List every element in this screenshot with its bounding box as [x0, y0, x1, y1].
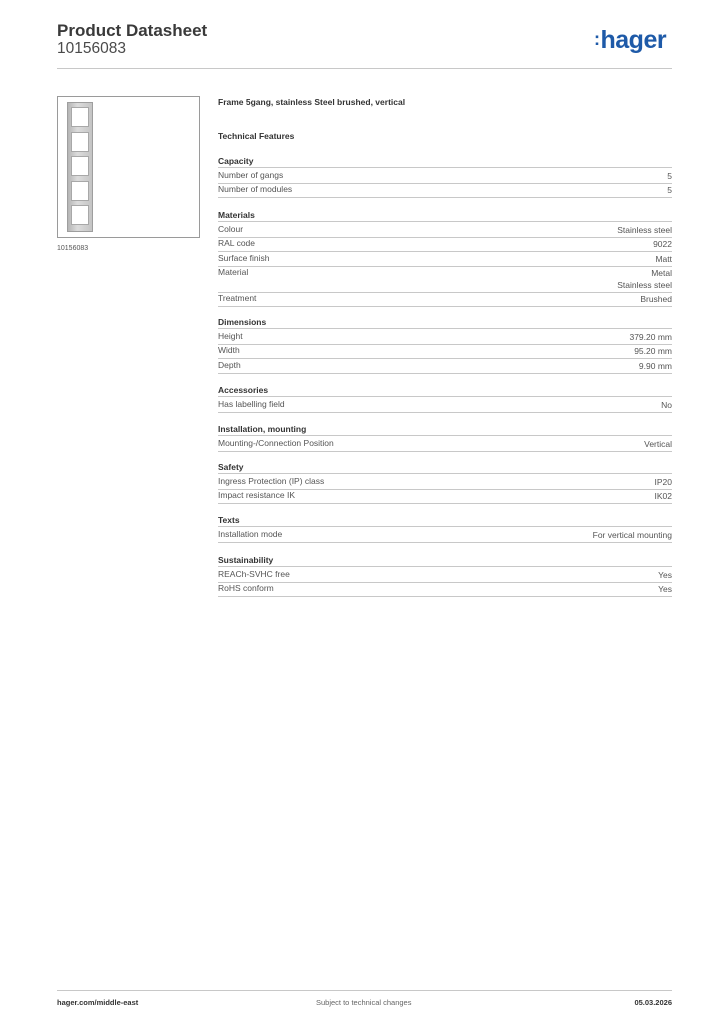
- spec-label: Mounting-/Connection Position: [218, 437, 334, 448]
- spec-row: [218, 238, 672, 252]
- product-image-box: [57, 96, 200, 238]
- spec-label: RoHS conform: [218, 583, 274, 593]
- spec-value: 9022: [653, 239, 672, 249]
- section-title: Sustainability: [218, 555, 672, 567]
- section-title: Dimensions: [218, 317, 672, 329]
- spec-row: [218, 583, 672, 597]
- frame-5gang-image: [67, 102, 93, 232]
- spec-label: Impact resistance IK: [218, 490, 296, 500]
- footer-rule: [57, 990, 672, 991]
- spec-label: Surface finish: [218, 252, 270, 263]
- spec-label: Installation mode: [218, 528, 283, 539]
- spec-row: [218, 399, 672, 413]
- spec-label: Material: [218, 267, 249, 277]
- spec-label: Depth: [218, 359, 241, 370]
- spec-value: 9.90 mm: [638, 360, 672, 371]
- spec-value: Matt: [655, 253, 672, 264]
- spec-label: Number of gangs: [218, 169, 284, 180]
- logo-dots-icon: :: [594, 29, 600, 49]
- spec-value: Brushed: [640, 294, 672, 304]
- footer-date: 05.03.2026: [634, 998, 672, 1007]
- spec-row: [218, 345, 672, 359]
- spec-value: 5: [667, 170, 672, 181]
- spec-value: 95.20 mm: [634, 346, 672, 356]
- spec-label: Number of modules: [218, 184, 293, 194]
- header-rule: [57, 68, 672, 69]
- spec-row: [218, 490, 672, 504]
- frame-cell: [71, 156, 89, 176]
- header-product-code: 10156083: [57, 40, 126, 57]
- spec-value: Yes: [658, 584, 672, 594]
- frame-cell: [71, 205, 89, 225]
- frame-cell: [71, 181, 89, 201]
- header-title: Product Datasheet: [57, 21, 208, 40]
- spec-row: [218, 360, 672, 374]
- spec-value: IK02: [654, 491, 672, 501]
- hager-logo: [594, 26, 666, 55]
- spec-row: [218, 170, 672, 184]
- spec-value: 5: [667, 185, 672, 195]
- spec-row: [218, 267, 672, 293]
- spec-label: REACh-SVHC free: [218, 568, 290, 579]
- product-name: Frame 5gang, stainless Steel brushed, vertical: [218, 97, 406, 107]
- spec-row: [218, 529, 672, 543]
- section-title: Texts: [218, 515, 672, 527]
- spec-label: Height: [218, 330, 243, 341]
- spec-row: [218, 293, 672, 307]
- section-title: Accessories: [218, 385, 672, 397]
- spec-value: Vertical: [644, 438, 672, 449]
- logo-text: hager: [600, 26, 667, 54]
- section-title: Safety: [218, 462, 672, 474]
- product-image-caption: 10156083: [57, 245, 89, 252]
- spec-label: Treatment: [218, 293, 257, 303]
- technical-features-heading: Technical Features: [218, 131, 295, 141]
- spec-row: [218, 569, 672, 583]
- spec-label: Has labelling field: [218, 398, 285, 409]
- spec-value: No: [661, 399, 672, 410]
- spec-label: RAL code: [218, 238, 256, 248]
- spec-value: For vertical mounting: [592, 529, 672, 540]
- spec-label: Colour: [218, 223, 244, 234]
- section-title: Capacity: [218, 156, 672, 168]
- spec-label: Width: [218, 345, 240, 355]
- spec-row: [218, 331, 672, 345]
- spec-value: IP20: [654, 476, 672, 487]
- spec-value: Metal: [651, 268, 672, 278]
- footer-notice: Subject to technical changes: [316, 998, 412, 1007]
- frame-cell: [71, 132, 89, 152]
- spec-label: Ingress Protection (IP) class: [218, 475, 325, 486]
- footer-website: hager.com/middle-east: [57, 998, 139, 1007]
- spec-row: [218, 224, 672, 238]
- spec-value: Stainless steel: [617, 224, 672, 235]
- spec-row: [218, 438, 672, 452]
- spec-value: 379.20 mm: [629, 331, 672, 342]
- spec-row: [218, 253, 672, 267]
- frame-cell: [71, 107, 89, 127]
- spec-value-secondary: Stainless steel: [617, 280, 672, 290]
- spec-row: [218, 184, 672, 198]
- section-title: Materials: [218, 210, 672, 222]
- spec-row: [218, 476, 672, 490]
- spec-value: Yes: [658, 569, 672, 580]
- section-title: Installation, mounting: [218, 424, 672, 436]
